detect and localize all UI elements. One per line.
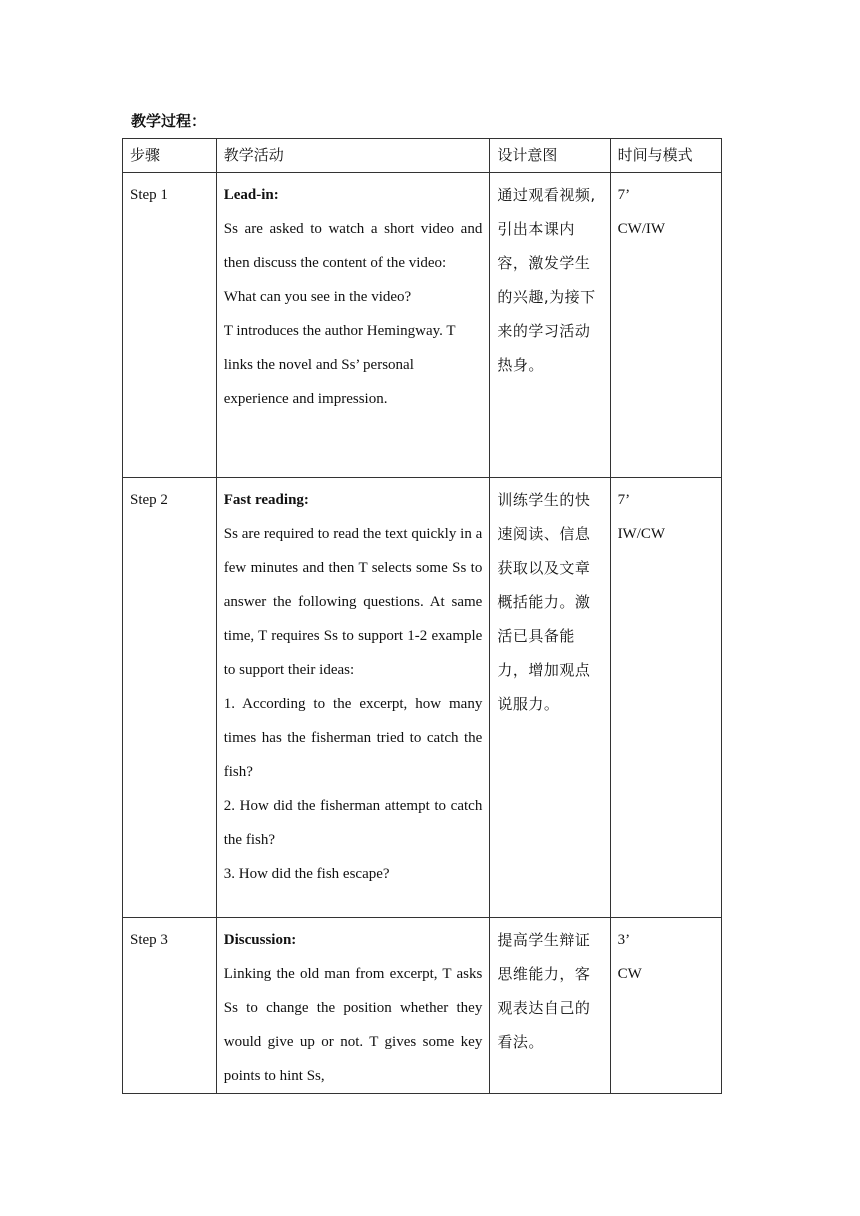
header-activity: 教学活动 xyxy=(216,139,490,173)
step-cell: Step 3 xyxy=(123,918,217,1094)
table-header-row xyxy=(123,139,722,173)
section-title: 教学过程： xyxy=(131,112,207,130)
time-mode-cell xyxy=(610,918,721,1094)
time-mode-cell xyxy=(610,173,721,478)
mode-value: CW xyxy=(617,966,642,982)
activity-line: 3. How did the fish escape? xyxy=(223,866,390,882)
activity-line: 1. According to the excerpt, how many times has the fisherman tried to catch the fish? xyxy=(223,696,483,780)
activity-line: T introduces the author Hemingway. T links the novel and Ss’ personal experience and impression. xyxy=(223,323,456,407)
activity-line: Ss are required to read the text quickly in a few minutes and then T selects some Ss to answer the following questions. At same time, T requires Ss to support 1-2 example to support their ideas: xyxy=(223,526,483,678)
step-cell: Step 2 xyxy=(123,478,217,918)
activity-cell xyxy=(216,478,490,918)
table-row xyxy=(123,173,722,478)
time-value: 7’ xyxy=(617,187,631,203)
activity-line: What can you see in the video? xyxy=(223,289,412,305)
intent-cell: 提高学生辩证思维能力，客观表达自己的看法。 xyxy=(490,918,610,1094)
activity-line: Ss are asked to watch a short video and then discuss the content of the video: xyxy=(223,221,483,271)
table-row xyxy=(123,918,722,1094)
header-step: 步骤 xyxy=(123,139,217,173)
table-row xyxy=(123,478,722,918)
lesson-procedure-table xyxy=(122,138,722,1094)
time-mode-cell xyxy=(610,478,721,918)
time-value: 3’ xyxy=(617,932,631,948)
header-intent: 设计意图 xyxy=(490,139,610,173)
header-time-mode: 时间与模式 xyxy=(610,139,721,173)
time-value: 7’ xyxy=(617,492,631,508)
activity-title: Discussion: xyxy=(223,932,297,948)
mode-value: CW/IW xyxy=(617,221,666,237)
step-cell: Step 1 xyxy=(123,173,217,478)
activity-cell xyxy=(216,918,490,1094)
activity-line: Linking the old man from excerpt, T asks Ss to change the position whether they would give up or not. T gives some key points to hint Ss, xyxy=(223,966,483,1084)
intent-cell: 通过观看视频,引出本课内容，激发学生的兴趣,为接下来的学习活动热身。 xyxy=(490,173,610,478)
activity-cell xyxy=(216,173,490,478)
activity-title: Lead-in: xyxy=(223,187,279,203)
mode-value: IW/CW xyxy=(617,526,666,542)
activity-line: 2. How did the fisherman attempt to catch the fish? xyxy=(223,798,483,848)
activity-title: Fast reading: xyxy=(223,492,309,508)
intent-cell: 训练学生的快速阅读、信息获取以及文章概括能力。激活已具备能力，增加观点说服力。 xyxy=(490,478,610,918)
